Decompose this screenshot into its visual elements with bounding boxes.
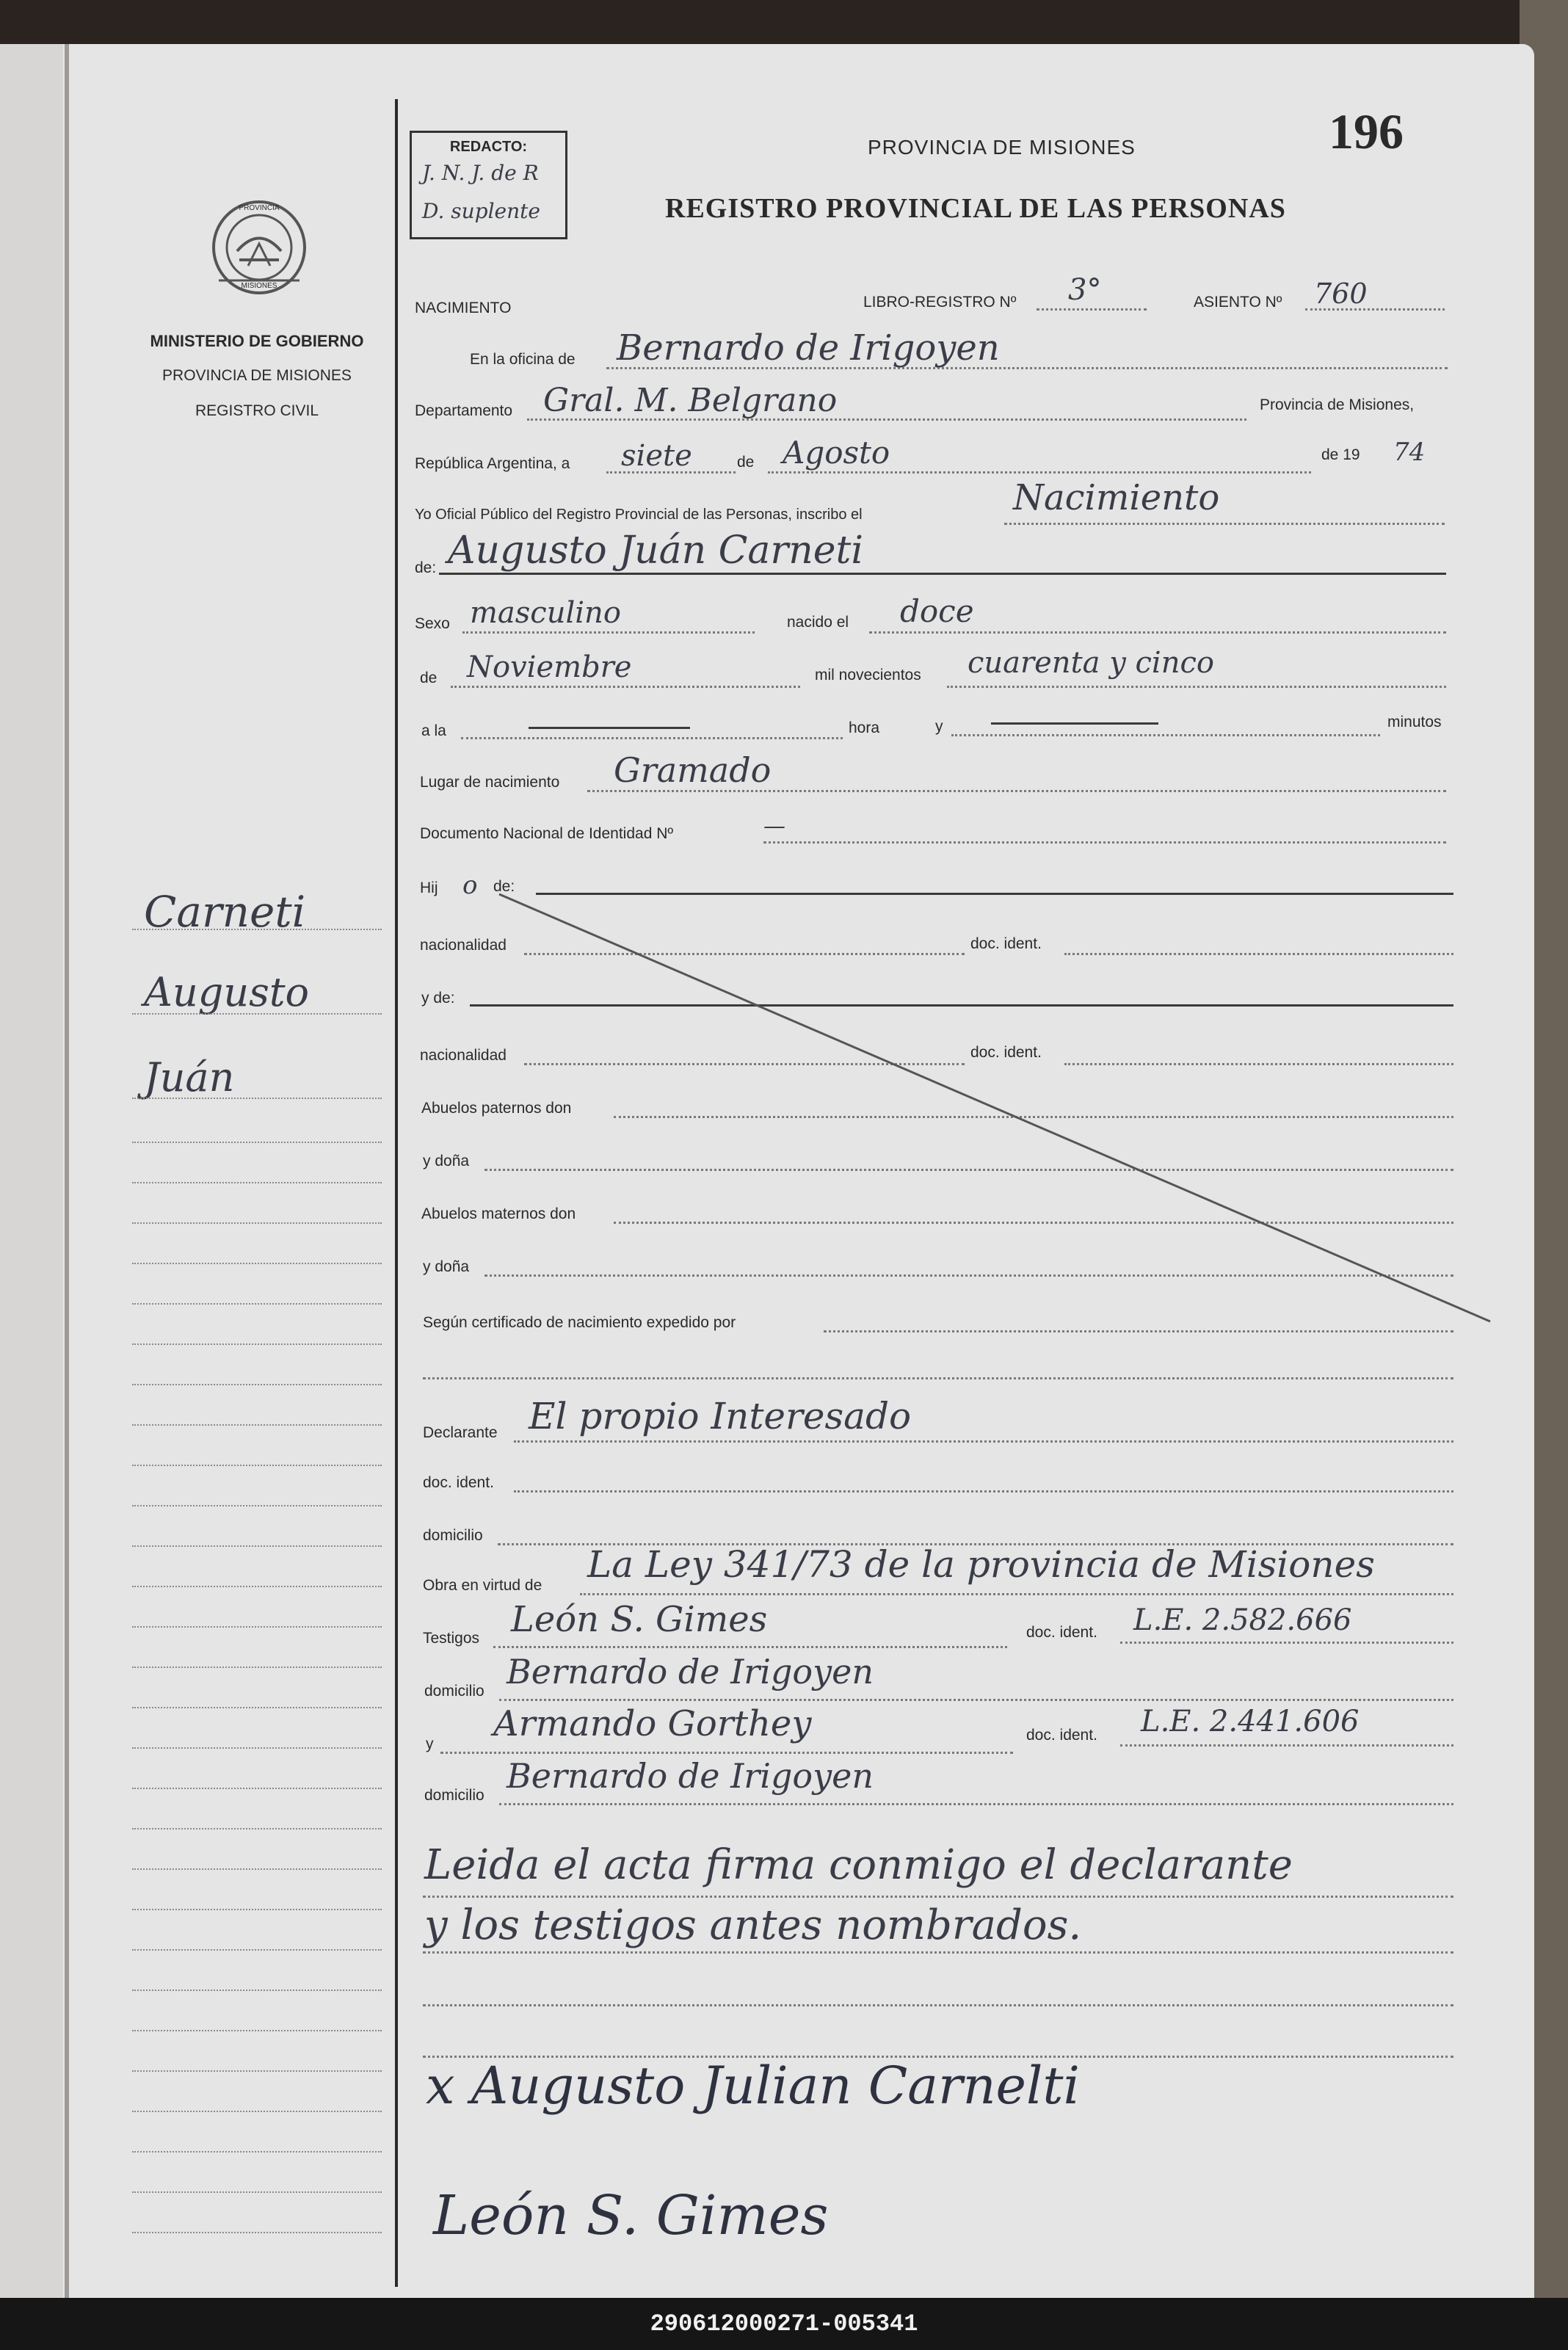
nacido-mes-value: Noviembre xyxy=(467,650,632,684)
mil-value: cuarenta y cinco xyxy=(968,646,1214,680)
nacionalidad-label: nacionalidad xyxy=(420,937,507,954)
minutos-label: minutos xyxy=(1387,714,1442,730)
de-label: de xyxy=(737,454,755,471)
asiento-value: 760 xyxy=(1314,278,1368,310)
ala-label: a la xyxy=(421,722,446,739)
anio-value: 74 xyxy=(1393,438,1426,467)
doc-ident2-label: doc. ident. xyxy=(970,1044,1042,1061)
asiento-label: ASIENTO Nº xyxy=(1194,294,1282,311)
departamento-label: Departamento xyxy=(415,402,513,419)
mil-label: mil novecientos xyxy=(815,667,921,683)
province-label: PROVINCIA DE MISIONES xyxy=(162,367,352,384)
libro-label: LIBRO-REGISTRO Nº xyxy=(863,294,1017,311)
testigo2-doc: L.E. 2.441.606 xyxy=(1141,1705,1360,1738)
anio-label: de 19 xyxy=(1321,446,1360,463)
abuelos-paternos-label: Abuelos paternos don xyxy=(421,1100,572,1117)
declarante-label: Declarante xyxy=(423,1424,498,1441)
oficina-label: En la oficina de xyxy=(470,351,576,368)
republica-label: República Argentina, a xyxy=(415,455,570,472)
hora-label: hora xyxy=(849,719,880,736)
nacionalidad2-label: nacionalidad xyxy=(420,1047,507,1064)
y-dona1-label: y doña xyxy=(423,1153,470,1169)
departamento-value: Gral. M. Belgrano xyxy=(543,382,838,419)
testigo1-domicilio: Bernardo de Irigoyen xyxy=(507,1652,874,1691)
libro-value: 3° xyxy=(1068,273,1102,307)
de2-label: de xyxy=(420,670,438,686)
stamp-line-2: D. suplente xyxy=(422,199,540,223)
domicilio1-label: domicilio xyxy=(423,1527,483,1544)
seal-legend-bottom: MISIONES xyxy=(241,282,277,290)
y2-label: y xyxy=(426,1736,434,1752)
testigos-label: Testigos xyxy=(423,1630,480,1647)
doc-ident3-label: doc. ident. xyxy=(423,1474,494,1491)
stamp-line-1: J. N. J. de R xyxy=(422,161,539,185)
hijo-value: o xyxy=(462,871,478,900)
oficina-value: Bernardo de Irigoyen xyxy=(617,327,1000,369)
archive-id: 290612000271-005341 xyxy=(0,2298,1568,2350)
mes-value: Agosto xyxy=(783,435,890,471)
sexo-label: Sexo xyxy=(415,615,450,632)
nombre-value: Augusto Juán Carneti xyxy=(448,529,864,573)
oficial-value: Nacimiento xyxy=(1013,477,1220,518)
lugar-label: Lugar de nacimiento xyxy=(420,774,560,791)
provincia-label: Provincia de Misiones, xyxy=(1260,396,1415,413)
segun-label: Según certificado de nacimiento expedido por xyxy=(423,1314,736,1331)
testigo1-doc: L.E. 2.582.666 xyxy=(1133,1603,1352,1637)
domicilio3-label: domicilio xyxy=(424,1787,484,1804)
testigo2-domicilio: Bernardo de Irigoyen xyxy=(507,1756,874,1796)
y-dona2-label: y doña xyxy=(423,1258,470,1275)
testigo2-value: Armando Gorthey xyxy=(493,1703,812,1744)
documento-label: Documento Nacional de Identidad Nº xyxy=(420,825,674,842)
de-nombre-label: de: xyxy=(415,559,437,576)
lugar-value: Gramado xyxy=(614,750,772,790)
documento-value: — xyxy=(763,813,785,839)
margin-second-name: Juán xyxy=(144,1054,235,1100)
oficial-label: Yo Oficial Público del Registro Provincial de las Personas, inscribo el xyxy=(415,507,863,523)
office-label: REGISTRO CIVIL xyxy=(195,402,319,419)
ministry-label: MINISTERIO DE GOBIERNO xyxy=(150,332,364,350)
domicilio2-label: domicilio xyxy=(424,1683,484,1700)
dia-value: siete xyxy=(621,439,692,473)
doc-ident-label: doc. ident. xyxy=(970,935,1042,952)
doc-ident5-label: doc. ident. xyxy=(1026,1727,1097,1744)
declarante-value: El propio Interesado xyxy=(529,1395,912,1437)
closing-line-2: y los testigos antes nombrados. xyxy=(424,1901,1082,1949)
signature-testigo: León S. Gimes xyxy=(433,2184,829,2247)
nacido-dia-value: doce xyxy=(900,593,974,629)
y-de-label: y de: xyxy=(421,990,455,1007)
nacido-label: nacido el xyxy=(787,614,849,631)
doc-ident4-label: doc. ident. xyxy=(1026,1624,1097,1641)
margin-first-name: Augusto xyxy=(144,969,310,1015)
sexo-value: masculino xyxy=(470,596,621,630)
province-header: PROVINCIA DE MISIONES xyxy=(868,136,1136,159)
y-label: y xyxy=(935,718,943,735)
record-type-label: NACIMIENTO xyxy=(415,300,512,316)
registry-title: REGISTRO PROVINCIAL DE LAS PERSONAS xyxy=(665,193,1286,224)
seal-legend-top: PROVINCIA xyxy=(239,204,280,212)
page-number: 196 xyxy=(1329,104,1404,159)
hijo-label: Hij xyxy=(420,880,438,896)
abuelos-maternos-label: Abuelos maternos don xyxy=(421,1205,576,1222)
obra-value: La Ley 341/73 de la provincia de Misiones xyxy=(587,1543,1375,1586)
margin-surname: Carneti xyxy=(144,887,306,937)
obra-label: Obra en virtud de xyxy=(423,1577,542,1594)
hijo-de-label: de: xyxy=(493,878,515,895)
signature-declarante: x Augusto Julian Carnelti xyxy=(426,2056,1080,2116)
stamp-label: REDACTO: xyxy=(449,139,528,155)
closing-line-1: Leida el acta firma conmigo el declarante xyxy=(424,1841,1293,1889)
testigo1-value: León S. Gimes xyxy=(511,1599,768,1640)
